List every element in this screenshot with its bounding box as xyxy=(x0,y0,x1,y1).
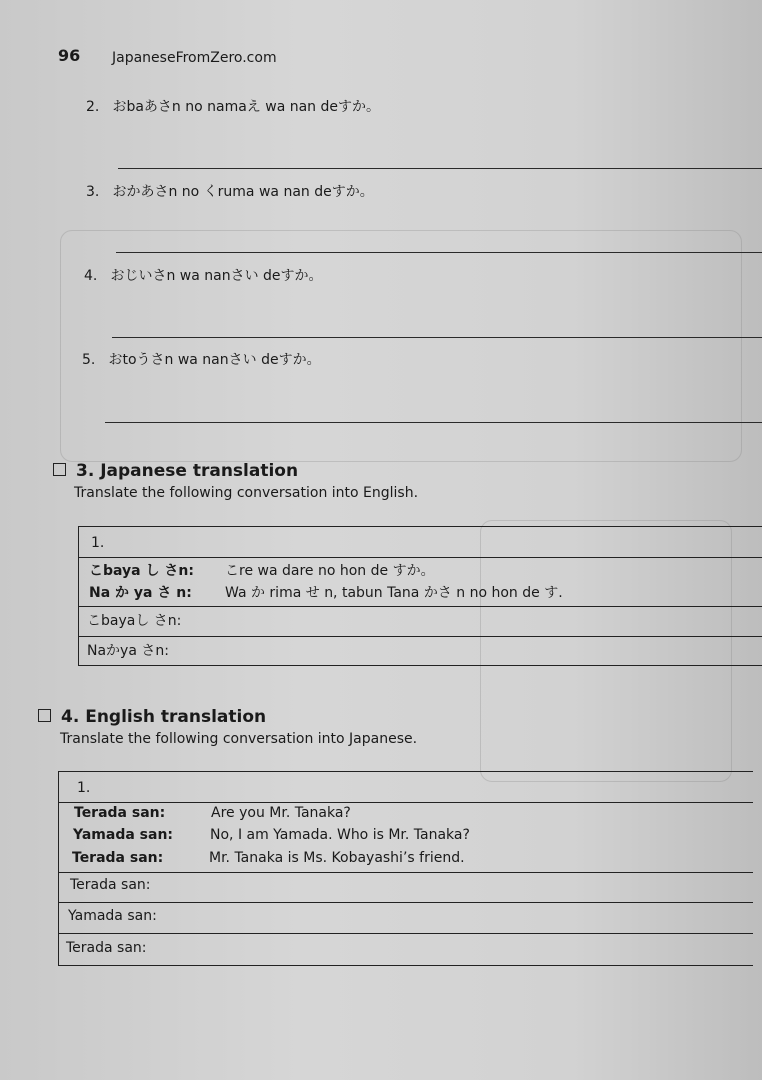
section-4-table xyxy=(58,771,753,966)
section-4-description: Translate the following conversation into Japanese. xyxy=(60,731,418,747)
section-3-description: Translate the following conversation into English. xyxy=(74,485,419,501)
section-4-title: 4. English translation xyxy=(38,707,266,727)
dialogue-line: Mr. Tanaka is Ms. Kobayashi’s friend. xyxy=(209,850,465,866)
question-text: おじいさn wa nanさい deすか。 xyxy=(110,268,323,284)
answer-line[interactable] xyxy=(116,252,762,253)
dialogue-line: No, I am Yamada. Who is Mr. Tanaka? xyxy=(210,827,470,843)
exercise-number: 1. xyxy=(77,780,91,796)
checkbox-icon xyxy=(38,709,51,722)
answer-line[interactable] xyxy=(112,337,762,338)
speaker-label: Terada san: xyxy=(72,850,164,866)
answer-row[interactable]: Terada san: xyxy=(70,877,151,893)
question-5 xyxy=(82,349,321,369)
question-text: おかあさn no くruma wa nan deすか。 xyxy=(112,184,374,200)
question-4 xyxy=(84,265,323,285)
question-number: 3. xyxy=(86,184,100,200)
answer-line[interactable] xyxy=(118,168,762,169)
speaker-label: こbaya し さn: xyxy=(89,563,194,579)
dialogue-line: こre wa dare no hon de すか。 xyxy=(225,563,435,579)
question-text: おbaあさn no namaえ wa nan deすか。 xyxy=(112,99,381,115)
speaker-label: Yamada san: xyxy=(73,827,174,843)
answer-row[interactable]: Naかya さn: xyxy=(87,643,169,659)
answer-row[interactable]: Terada san: xyxy=(66,940,147,956)
section-3-title: 3. Japanese translation xyxy=(53,461,298,481)
question-2 xyxy=(86,96,380,116)
answer-row[interactable]: Yamada san: xyxy=(68,908,157,924)
site-name: JapaneseFromZero.com xyxy=(112,50,277,66)
question-number: 4. xyxy=(84,268,98,284)
answer-line[interactable] xyxy=(105,422,762,423)
dialogue-line: Wa か rima せ n, tabun Tana かさ n no hon de す. xyxy=(225,585,563,601)
dialogue-line: Are you Mr. Tanaka? xyxy=(211,805,351,821)
question-number: 2. xyxy=(86,99,100,115)
section-3-table xyxy=(78,526,762,666)
question-3 xyxy=(86,181,374,201)
speaker-label: Terada san: xyxy=(74,805,166,821)
page-number: 96 xyxy=(58,46,81,65)
exercise-number: 1. xyxy=(91,535,105,551)
question-number: 5. xyxy=(82,352,96,368)
speaker-label: Na か ya さ n: xyxy=(89,585,192,601)
answer-row[interactable]: こbayaし さn: xyxy=(87,613,182,629)
checkbox-icon xyxy=(53,463,66,476)
question-text: おtoうさn wa nanさい deすか。 xyxy=(108,352,321,368)
